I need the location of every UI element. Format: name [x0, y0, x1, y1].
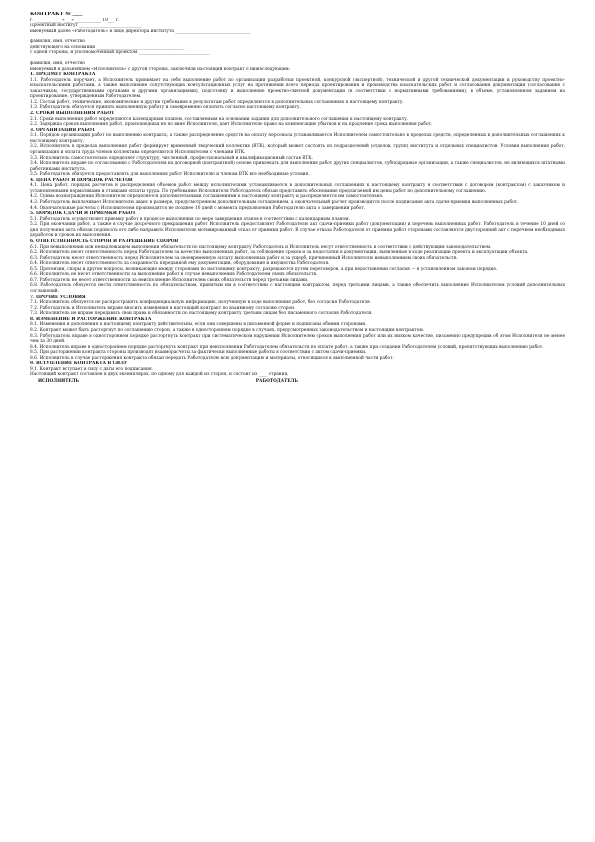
contract-header	[30, 12, 565, 72]
clause-paragraph: 3.1. Порядок организации работ по выполнению контракта, а также распределение средств на оплату персонала устанавливается Исполнителем самостоятельно в пределах средств, определенных в дополнительных соглашениях к настоящему контракту.	[30, 133, 565, 144]
clause-paragraph: 6.7. Работодатель не несет ответственности за неисполнение Исполнителем своих обязательств перед третьими лицами.	[30, 277, 309, 283]
clause-paragraph: 7.2. Работодатель и Исполнитель вправе вносить изменения в настоящий контракт по взаимному согласию сторон.	[30, 305, 296, 311]
clause-paragraph: 1.1. Работодатель поручает, а Исполнитель принимает на себя выполнение работ по организации разработки проектной, конкурсной (экспертной), технической и другой технической документации и руководству проектно-изыскательскими работами, а также выполнение сопутствующих консультационных услуг на протяжении всего периода проектирования и производства изыскательских работ и согласования документации (согласование с заказчиком, государственными органами и другими организациями), подготовку и выполнение проектно-сметной документации (в соответствии с нормативными требованиями), в объеме, установленном заданием на проектирование, утвержденным Работодателем.	[30, 77, 565, 100]
clause-paragraph: 6.5. Претензии, споры и другие вопросы, возникающие между сторонами по настоящему контракту, разрешаются путем переговоров, а при недостижении согласия — в установленном законом порядке.	[30, 266, 498, 272]
clause-paragraph: 8.3. Работодатель вправе в одностороннем порядке расторгнуть контракт при систематическом нарушении Исполнителем сроков выполнения работ или их низком качестве, письменно предупредив об этом Исполнителя не менее чем за 30 дней.	[30, 333, 565, 345]
clause-paragraph: 4.4. Окончательные расчеты с Исполнителем производятся не позднее 10 дней с момента предъявления Работодателю акта о завершении работ.	[30, 205, 365, 211]
clause-paragraph: 3.4. Исполнитель вправе по согласованию с Работодателем на договорной (контрактной) основе привлекать для выполнения работ других специалистов, субподрядные организации, а также специалистов, не являющихся штатными работниками института.	[30, 161, 565, 172]
clause-paragraph: 5.2. При окончании работ, а также в случае досрочного прекращения работ Исполнитель предоставляет Работодателю акт сдачи-приемки работ (документации) и перечень выполненных работ. Работодатель в течение 10 дней со дня получения акта обязан подписать его либо направить Исполнителю мотивированный отказ от приемки работ. В случае отказа Работодателя от приемки работ сторонами составляется двусторонний акт с перечнем необходимых доработок и сроков их выполнения.	[30, 222, 565, 239]
clause-paragraph: 1.2. Состав работ, технические, экономические и другие требования к результатам работ определяются в дополнительных соглашениях к настоящему контракту.	[30, 99, 404, 105]
clause-paragraph: 3.2. Исполнитель в пределах выполнения работ формирует временный творческий коллектив (ВТК), который может состоять из подразделений (отделов, групп) института и отдельных специалистов. Условия выполнения работ, организация и оплата труда членов коллектива определяются Исполнителем с членами ВТК.	[30, 144, 565, 155]
contract-body	[30, 72, 565, 378]
section-heading: 3. ОРГАНИЗАЦИЯ РАБОТ	[30, 127, 95, 133]
section-heading: 9. ВСТУПЛЕНИЕ КОНТРАКТА В СИЛУ	[30, 361, 128, 367]
clause-paragraph: 6.6. Исполнитель не несет ответственности за выполнение работ в случае невыполнения Работодателем своих обязательств.	[30, 272, 318, 278]
section-heading: 2. СРОКИ ВЫПОЛНЕНИЯ РАБОТ	[30, 111, 115, 116]
clause-paragraph: 4.2. Сумма вознаграждения Исполнителя определяется дополнительными соглашениями к настоящему контракту и распределяется им самостоятельно.	[30, 194, 384, 200]
clause-paragraph: 7.3. Исполнитель не вправе передавать свои права и обязанности по настоящему контракту третьим лицам без письменного согласия Работодателя.	[30, 311, 373, 317]
clause-paragraph: 6.1. При невыполнении или ненадлежащем выполнении обязательств по настоящему контракту Работодатель и Исполнитель несут ответственность в соответствии с действующим законодательством.	[30, 244, 492, 250]
institute-rep-line: именуемый далее «Работодатель» в лице директора института ___________________________________	[30, 28, 251, 34]
section-heading: 4. ЦЕНА РАБОТ И ПОРЯДОК РАСЧЕТОВ	[30, 177, 133, 183]
clause-paragraph: 5.1. Работодатель осуществляет приемку работ в процессе выполнения по мере завершения этапов в соответствии с календарным планом.	[30, 216, 350, 222]
clause-paragraph: 6.4. Исполнитель несет ответственность за сохранность переданной ему документации, оборудования и имущества Работодателя.	[30, 261, 330, 267]
employer-signature-label: РАБОТОДАТЕЛЬ	[255, 379, 298, 384]
intro-line: именуемый в дальнейшем «Исполнитель» с другой стороны, заключили настоящий контракт о нижеследующем:	[30, 66, 291, 72]
section-heading: 6. ОТВЕТСТВЕННОСТЬ СТОРОН И РАЗРЕШЕНИЕ СПОРОВ	[30, 238, 179, 244]
section-heading: 8. ИЗМЕНЕНИЕ И РАСТОРЖЕНИЕ КОНТРАКТА	[30, 316, 152, 322]
section-heading: 1. ПРЕДМЕТ КОНТРАКТА	[30, 72, 96, 78]
clause-paragraph: 9.1. Контракт вступает в силу с даты его подписания.	[30, 366, 154, 372]
clause-paragraph: 1.3. Работодатель обязуется принять выполненную работу и своевременно оплатить согласно настоящему контракту.	[30, 105, 301, 111]
signer-name-label: фамилия, имя, отчество	[30, 39, 85, 45]
date-line: г. ____________ «___» ____________ 19___ г.	[30, 17, 120, 23]
clause-paragraph: 2.1. Сроки выполнения работ определяются календарным планом, составляемым на основании задания для дополнительного соглашения к настоящему контракту.	[30, 116, 409, 122]
section-heading: 7. ПРОЧИЕ УСЛОВИЯ	[30, 294, 86, 300]
clause-paragraph: Настоящий контракт составлен в двух экземплярах, по одному для каждой из сторон, и состоит из ____ страниц.	[30, 372, 289, 378]
clause-paragraph: 8.1. Изменения и дополнения к настоящему контракту действительны, если они совершены в письменной форме и подписаны обеими сторонами.	[30, 322, 367, 328]
clause-paragraph: 6.3. Работодатель несет ответственность перед Исполнителем за своевременную оплату выполненных работ и за ущерб, причиненный Исполнителю невыполнением своих обязательств.	[30, 255, 458, 261]
section-heading: 5. ПОРЯДОК СДАЧИ И ПРИЕМКИ РАБОТ	[30, 211, 136, 217]
institute-line: Проектный институт _____________________________	[30, 23, 142, 29]
clause-paragraph: 8.2. Контракт может быть расторгнут по соглашению сторон, а также в одностороннем порядке в случаях, предусмотренных законодательством и настоящим контрактом.	[30, 327, 425, 333]
clause-paragraph: 6.2. Исполнитель несет ответственность перед Работодателем за качество выполненных работ, за соблюдение сроков и за недостатки в документации, выявленные в ходе реализации проекта и эксплуатации объекта.	[30, 250, 529, 256]
clause-paragraph: 3.3. Исполнитель самостоятельно определяет структуру, численный, профессиональный и квалификационный состав ВТК.	[30, 155, 313, 161]
basis-line: действующего на основании _________________________________________	[30, 44, 185, 50]
clause-paragraph: 4.3. Работодатель выплачивает Исполнителю аванс в размере, предусмотренном дополнительным соглашением, а окончательный расчет производится после подписания акта сдачи-приемки выполненных работ.	[30, 200, 519, 205]
clause-paragraph: 3.5. Работодатель обязуется предоставлять для выполнения работ Исполнителю и членам ВТК все необходимые условия.	[30, 172, 310, 178]
executor-signature-label: ИСПОЛНИТЕЛЬ	[38, 379, 80, 384]
clause-paragraph: 6.8. Работодатель обязуется нести ответственность по обязательствам, принятым им в соответствии с настоящим контрактом, перед третьими лицами, а также обеспечить выполнение Исполнителем условий дополнительных соглашений.	[30, 283, 565, 294]
clause-paragraph: 8.4. Исполнитель вправе в одностороннем порядке расторгнуть контракт при неисполнении Работодателем обязательств по оплате работ, а также при создании Работодателем условий, препятствующих выполнению работ.	[30, 344, 544, 350]
signature-block	[38, 379, 298, 385]
signer-name-label: фамилия, имя, отчество	[30, 60, 85, 66]
contract-title: КОНТРАКТ № ____	[30, 12, 83, 17]
clause-paragraph: 8.5. При расторжении контракта стороны производят взаиморасчеты за фактически выполненные работы в соответствии с актом сдачи-приемки.	[30, 350, 367, 356]
clause-paragraph: 2.2. Задержка сроков выполнения работ, произошедшая не по вине Исполнителя, дает Исполнителю право на компенсацию убытков и на продление срока выполнения работ.	[30, 122, 433, 128]
party-line: с одной стороны, и уполномоченный проектом _________________________________	[30, 50, 210, 56]
clause-paragraph: 8.6. Исполнитель в случае расторжения контракта обязан передать Работодателю всю документацию и материалы, относящиеся к выполненной части работ.	[30, 355, 394, 361]
clause-paragraph: 4.1. Цена работ, порядок расчетов и распределения объемов работ между исполнителями устанавливается в дополнительных соглашениях к настоящему контракту в соответствии с договором (контрактом) с заказчиком и установленными нормативами и ставками оплаты труда. По требованию Исполнителя Работодатель обязан представить обоснование предлагаемой им цены работ по дополнительному соглашению.	[30, 183, 565, 194]
clause-paragraph: 7.1. Исполнитель обязуется не распространять конфиденциальную информацию, полученную в ходе выполнения работ, без согласия Работодателя.	[30, 300, 372, 306]
